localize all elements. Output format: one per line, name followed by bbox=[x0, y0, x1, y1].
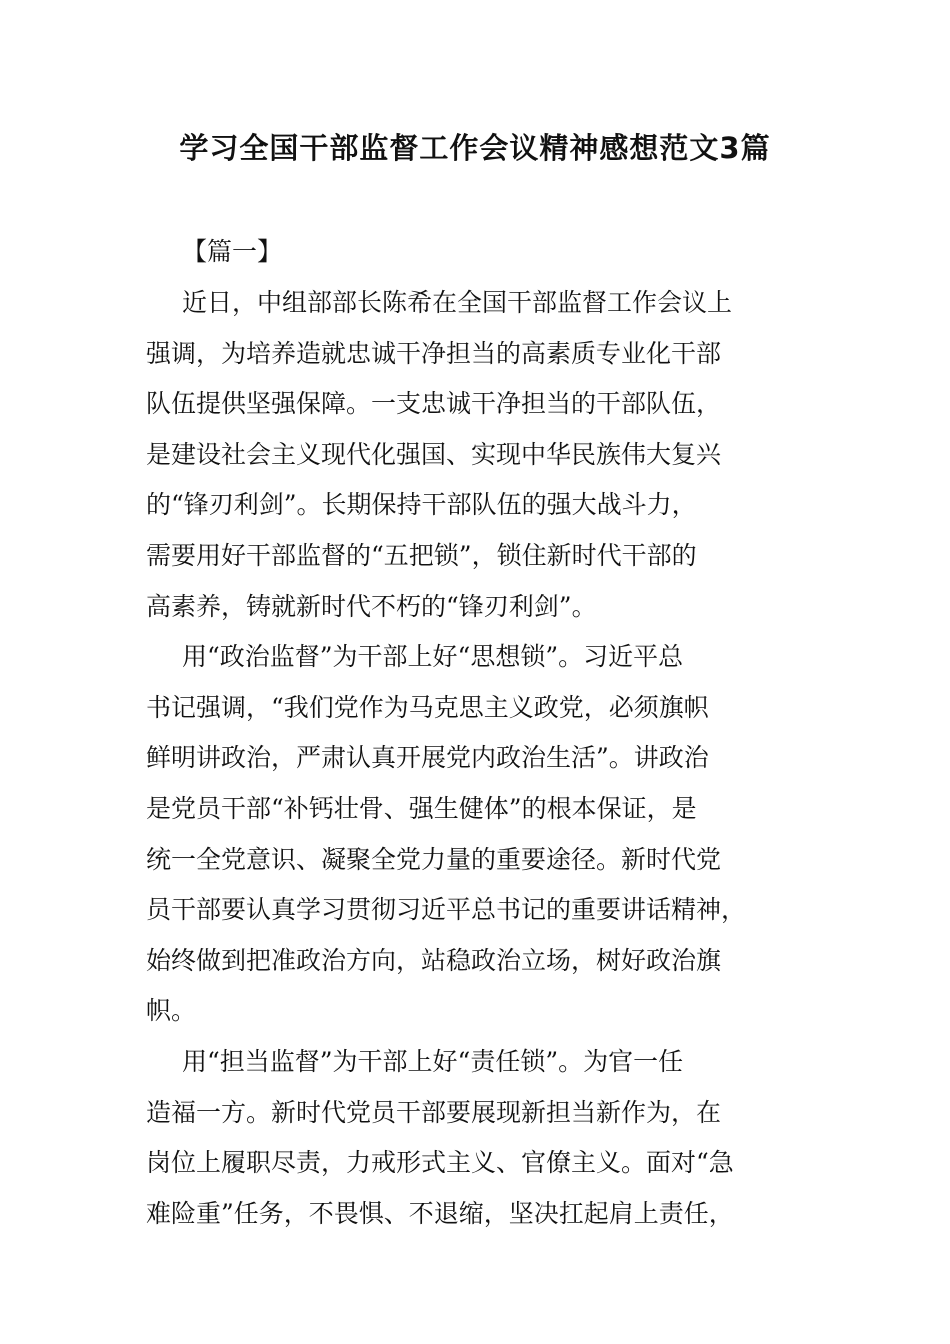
paragraph-2 bbox=[146, 632, 806, 1037]
text-line: 帜。 bbox=[146, 996, 197, 1026]
text-line: 用“担当监督”为干部上好“责任锁”。为官一任 bbox=[182, 1046, 684, 1076]
document-title: 学习全国干部监督工作会议精神感想范文3篇 bbox=[179, 131, 771, 165]
text-line: 始终做到把准政治方向，站稳政治立场，树好政治旗 bbox=[146, 945, 722, 975]
text-line: 造福一方。新时代党员干部要展现新担当新作为，在 bbox=[146, 1097, 722, 1127]
text-line: 需要用好干部监督的“五把锁”，锁住新时代干部的 bbox=[146, 540, 697, 570]
text-line: 书记强调，“我们党作为马克思主义政党，必须旗帜 bbox=[146, 692, 709, 722]
text-line: 员干部要认真学习贯彻习近平总书记的重要讲话精神， bbox=[146, 895, 747, 925]
text-line: 用“政治监督”为干部上好“思想锁”。习近平总 bbox=[182, 642, 684, 672]
text-line: 是建设社会主义现代化强国、实现中华民族伟大复兴 bbox=[146, 439, 722, 469]
section-label: 【篇一】 bbox=[182, 237, 283, 266]
text-line: 的“锋刃利剑”。长期保持干部队伍的强大战斗力， bbox=[146, 490, 697, 520]
text-line: 统一全党意识、凝聚全党力量的重要途径。新时代党 bbox=[146, 844, 722, 874]
text-line: 队伍提供坚强保障。一支忠诚干净担当的干部队伍， bbox=[146, 389, 722, 419]
text-line: 是党员干部“补钙壮骨、强生健体”的根本保证，是 bbox=[146, 793, 697, 823]
text-line: 高素养，铸就新时代不朽的“锋刃利剑”。 bbox=[146, 591, 597, 621]
text-line: 鲜明讲政治，严肃认真开展党内政治生活”。讲政治 bbox=[146, 743, 709, 773]
document-body bbox=[146, 226, 806, 1239]
text-line: 近日，中组部部长陈希在全国干部监督工作会议上 bbox=[182, 288, 733, 317]
paragraph-3 bbox=[146, 1037, 806, 1239]
text-line: 难险重”任务，不畏惧、不退缩，坚决扛起肩上责任， bbox=[146, 1198, 734, 1228]
paragraph-1 bbox=[146, 278, 806, 632]
text-line: 强调，为培养造就忠诚干净担当的高素质专业化干部 bbox=[146, 338, 722, 368]
text-line: 岗位上履职尽责，力戒形式主义、官僚主义。面对“急 bbox=[146, 1148, 734, 1178]
